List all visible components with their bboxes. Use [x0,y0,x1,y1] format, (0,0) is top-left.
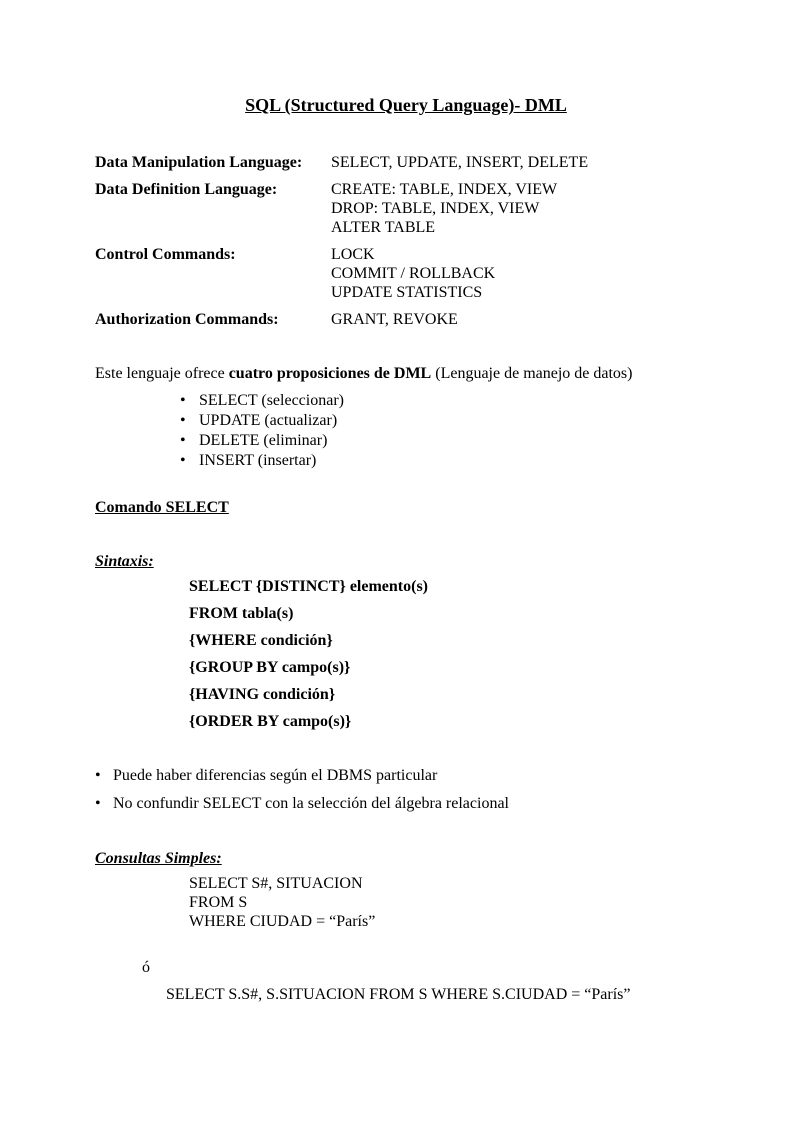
list-item: • Puede haber diferencias según el DBMS particular [95,766,509,794]
notes-list [95,766,509,822]
command-value: ALTER TABLE [331,219,436,236]
select-heading: Comando SELECT [95,499,229,516]
list-item: • No confundir SELECT con la selección del álgebra relacional [95,794,509,822]
syntax-line: {HAVING condición} [189,686,336,703]
command-group-values-control [331,245,495,302]
command-group-values-authorization [331,310,458,329]
list-item: • DELETE (eliminar) [180,431,344,451]
command-value: LOCK [331,246,375,263]
intro-text-after: (Lenguaje de manejo de datos) [431,365,633,382]
command-group-label-ddl: Data Definition Language: [95,181,278,198]
syntax-line: FROM tabla(s) [189,605,294,622]
query-line: WHERE CIUDAD = “París” [189,913,376,930]
command-group-label-authorization: Authorization Commands: [95,311,279,328]
syntax-line: SELECT {DISTINCT} elemento(s) [189,578,429,595]
syntax-line: {WHERE condición} [189,632,333,649]
intro-paragraph [95,364,632,383]
simple-queries-heading: Consultas Simples: [95,850,222,867]
command-group-values-ddl [331,180,557,237]
query-line: SELECT S#, SITUACION [189,875,363,892]
intro-text-bold: cuatro proposiciones de DML [228,365,432,382]
query-line: FROM S [189,894,248,911]
command-value: DROP: TABLE, INDEX, VIEW [331,200,540,217]
list-item: • INSERT (insertar) [180,451,344,471]
command-value: GRANT, REVOKE [331,311,458,328]
syntax-block [189,577,428,739]
command-group-values-dml [331,153,588,172]
command-value: SELECT, UPDATE, INSERT, DELETE [331,154,589,171]
command-group-label-control: Control Commands: [95,246,236,263]
syntax-line: {ORDER BY campo(s)} [189,713,352,730]
syntax-line: {GROUP BY campo(s)} [189,659,351,676]
list-item: • UPDATE (actualizar) [180,411,344,431]
command-value: COMMIT / ROLLBACK [331,265,496,282]
query-block [189,874,375,931]
list-item: • SELECT (seleccionar) [180,391,344,411]
dml-statement-list [180,391,344,471]
command-group-label-dml: Data Manipulation Language: [95,154,303,171]
or-connector: ó [142,959,150,976]
command-value: CREATE: TABLE, INDEX, VIEW [331,181,558,198]
command-value: UPDATE STATISTICS [331,284,483,301]
syntax-heading: Sintaxis: [95,553,154,570]
oneline-query: SELECT S.S#, S.SITUACION FROM S WHERE S.CIUDAD = “París” [166,986,631,1003]
page-title: SQL (Structured Query Language)- DML [245,95,567,115]
intro-text-before: Este lenguaje ofrece [95,365,229,382]
